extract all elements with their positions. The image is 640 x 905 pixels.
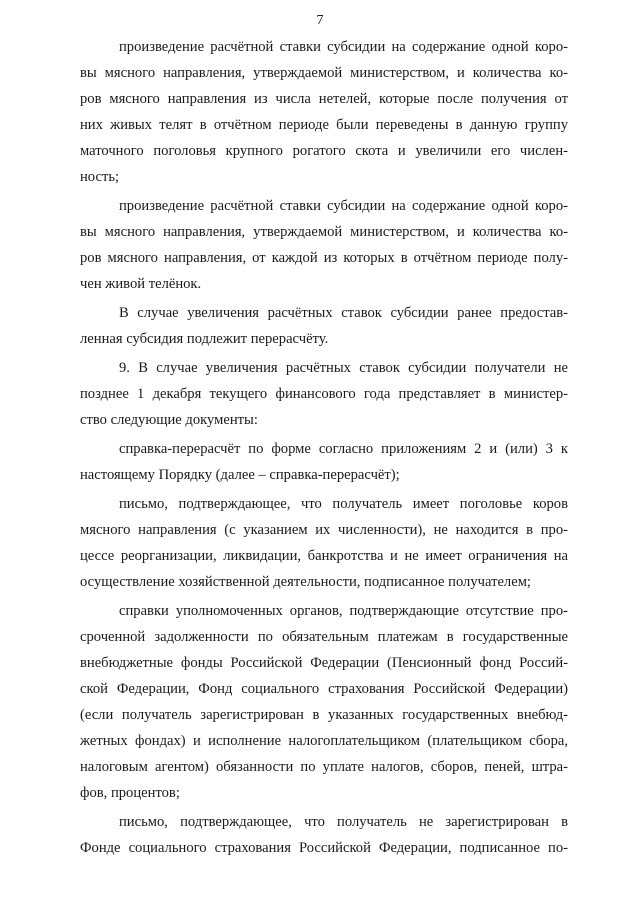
text-line: ленная субсидия подлежит перерасчёту. [80, 331, 329, 347]
text-line: справки уполномоченных органов, подтверждающие отсутствие про- [119, 603, 568, 619]
text-line: вы мясного направления, утверждаемой министерством, и количества ко- [80, 65, 568, 81]
text-line: ство следующие документы: [80, 412, 258, 428]
text-line: сроченной задолженности по обязательным платежам в государственные [80, 629, 568, 645]
text-line: Фонде социального страхования Российской Федерации, подписанное по- [80, 840, 568, 856]
text-line: ров мясного направления, от каждой из которых в отчётном периоде полу- [80, 250, 568, 266]
text-line: настоящему Порядку (далее – справка-перерасчёт); [80, 467, 400, 483]
paragraph [80, 34, 568, 190]
paragraph [80, 355, 568, 433]
text-line: фов, процентов; [80, 785, 180, 801]
text-line: 9. В случае увеличения расчётных ставок субсидии получатели не [119, 360, 568, 376]
paragraph [80, 809, 568, 861]
paragraph [80, 193, 568, 297]
text-line: маточного поголовья крупного рогатого скота и увеличили его числен- [80, 143, 568, 159]
text-line: жетных фондах) и исполнение налогоплательщиком (плательщиком сбора, [80, 733, 568, 749]
text-line: внебюджетные фонды Российской Федерации (Пенсионный фонд Россий- [80, 655, 568, 671]
text-line: письмо, подтверждающее, что получатель имеет поголовье коров [119, 496, 568, 512]
text-line: произведение расчётной ставки субсидии на содержание одной коро- [119, 198, 568, 214]
text-line: осуществление хозяйственной деятельности, подписанное получателем; [80, 574, 531, 590]
text-line: цессе реорганизации, ликвидации, банкротства и не имеет ограничения на [80, 548, 568, 564]
text-line: (если получатель зарегистрирован в указанных государственных внебюд- [80, 707, 568, 723]
text-line: вы мясного направления, утверждаемой министерством, и количества ко- [80, 224, 568, 240]
text-line: них живых телят в отчётном периоде были переведены в данную группу [80, 117, 568, 133]
page-number: 7 [316, 13, 324, 28]
text-line: ской Федерации, Фонд социального страхования Российской Федерации) [80, 681, 568, 697]
text-line: чен живой телёнок. [80, 276, 202, 292]
text-line: произведение расчётной ставки субсидии на содержание одной коро- [119, 39, 568, 55]
text-line: налоговым агентом) обязанности по уплате налогов, сборов, пеней, штра- [80, 759, 568, 775]
text-line: позднее 1 декабря текущего финансового года представляет в министер- [80, 386, 568, 402]
text-line: ность; [80, 169, 120, 185]
text-line: письмо, подтверждающее, что получатель не зарегистрирован в [119, 814, 568, 830]
text-line: мясного направления (с указанием их численности), не находится в про- [80, 522, 568, 538]
text-line: справка-перерасчёт по форме согласно приложениям 2 и (или) 3 к [119, 441, 568, 457]
paragraph [80, 300, 568, 352]
document-body [80, 34, 568, 861]
text-line: В случае увеличения расчётных ставок субсидии ранее предостав- [119, 305, 568, 321]
paragraph [80, 598, 568, 806]
text-line: ров мясного направления из числа нетелей, которые после получения от [80, 91, 568, 107]
paragraph [80, 436, 568, 488]
paragraph [80, 491, 568, 595]
